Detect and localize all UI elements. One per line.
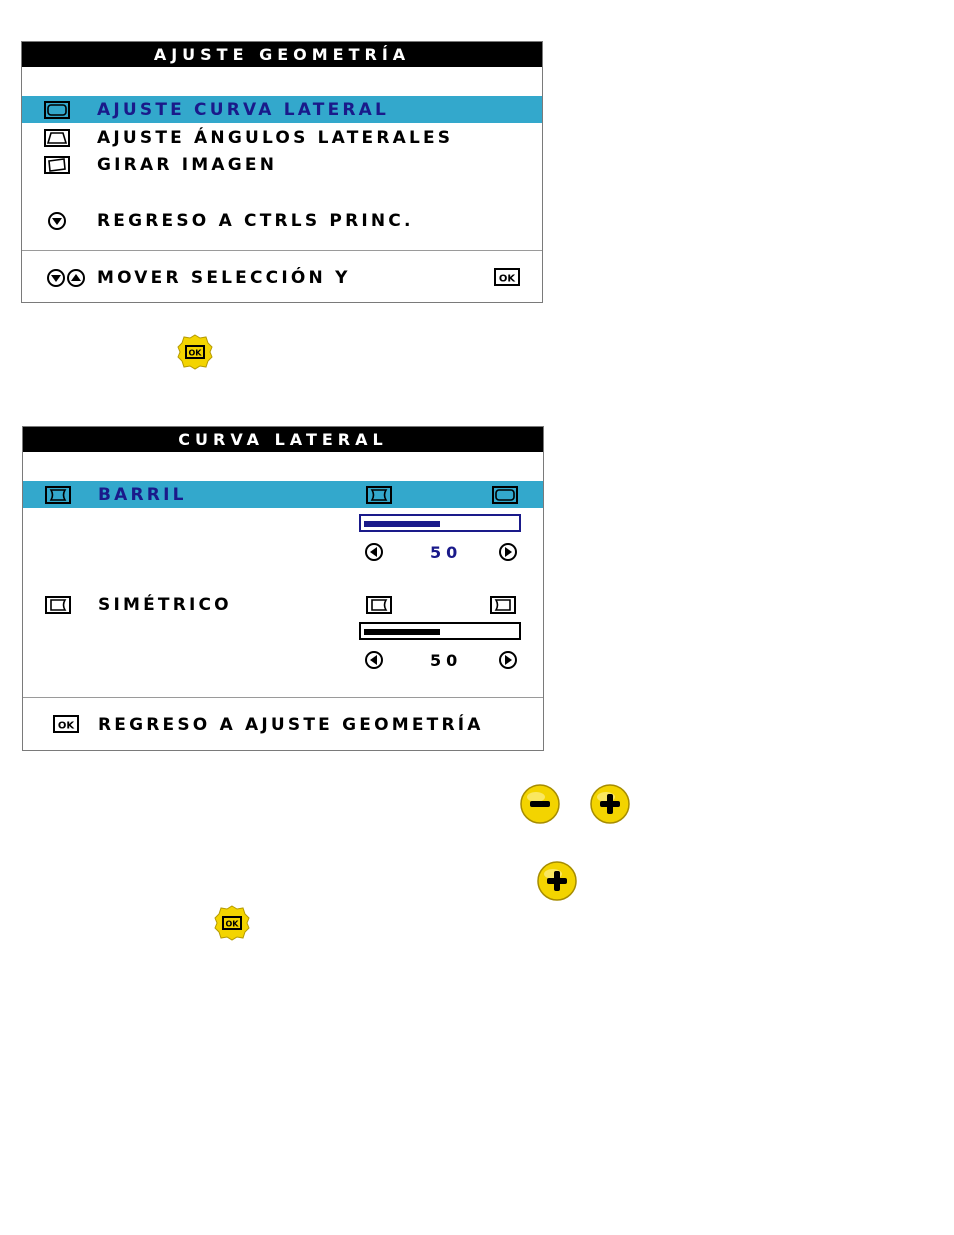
menu-item-label: GIRAR IMAGEN [97,154,278,175]
footer-label: REGRESO A AJUSTE GEOMETRÍA [98,714,484,735]
barrel-icon [45,486,71,504]
svg-text:OK: OK [225,919,239,929]
left-arrow-icon[interactable] [364,542,384,562]
geometry-menu [21,41,543,303]
down-arrow-icon [47,211,67,231]
barrel-max-icon [492,486,518,504]
down-arrow-icon [46,268,66,288]
menu-item-label: AJUSTE CURVA LATERAL [97,99,390,120]
menu-item-angulos-laterales[interactable] [22,124,542,151]
menu-item-girar-imagen[interactable] [22,151,542,178]
footer-divider [23,697,543,698]
geometry-menu-title: AJUSTE GEOMETRÍA [22,42,542,67]
barrel-row[interactable] [23,481,543,508]
trapezoid-icon [44,129,70,147]
symmetric-icon [45,596,71,614]
svg-text:OK: OK [498,273,516,285]
footer-label: MOVER SELECCIÓN Y [97,267,351,288]
right-arrow-icon[interactable] [498,542,518,562]
symmetric-max-icon [490,596,516,614]
barrel-value: 50 [430,543,463,562]
symmetric-min-icon [366,596,392,614]
svg-text:OK: OK [57,720,75,732]
pincushion-icon [44,101,70,119]
minus-button-icon[interactable] [519,783,561,825]
geometry-menu-footer [22,264,542,291]
side-curve-menu-title: CURVA LATERAL [23,427,543,452]
svg-text:OK: OK [188,348,202,358]
symmetric-slider[interactable] [359,622,521,640]
right-arrow-icon[interactable] [498,650,518,670]
side-curve-menu [22,426,544,751]
back-label: REGRESO A CTRLS PRINC. [97,210,414,231]
barrel-min-icon [366,486,392,504]
barrel-label: BARRIL [98,484,187,505]
footer-divider [22,250,542,251]
left-arrow-icon[interactable] [364,650,384,670]
barrel-slider-fill [364,521,440,527]
symmetric-value: 50 [430,651,463,670]
ok-key-icon [53,715,79,733]
symmetric-row[interactable] [23,591,543,618]
menu-item-label: AJUSTE ÁNGULOS LATERALES [97,127,454,148]
up-arrow-icon [66,268,86,288]
back-to-main-controls[interactable] [22,207,542,234]
ok-button-icon[interactable] [176,333,214,371]
plus-button-icon[interactable] [536,860,578,902]
symmetric-label: SIMÉTRICO [98,594,232,615]
ok-key-icon [494,268,520,286]
ok-button-icon[interactable] [213,904,251,942]
plus-button-icon[interactable] [589,783,631,825]
side-curve-menu-footer[interactable] [23,711,543,738]
barrel-slider[interactable] [359,514,521,532]
rotate-image-icon [44,156,70,174]
menu-item-curva-lateral[interactable] [22,96,542,123]
symmetric-slider-fill [364,629,440,635]
